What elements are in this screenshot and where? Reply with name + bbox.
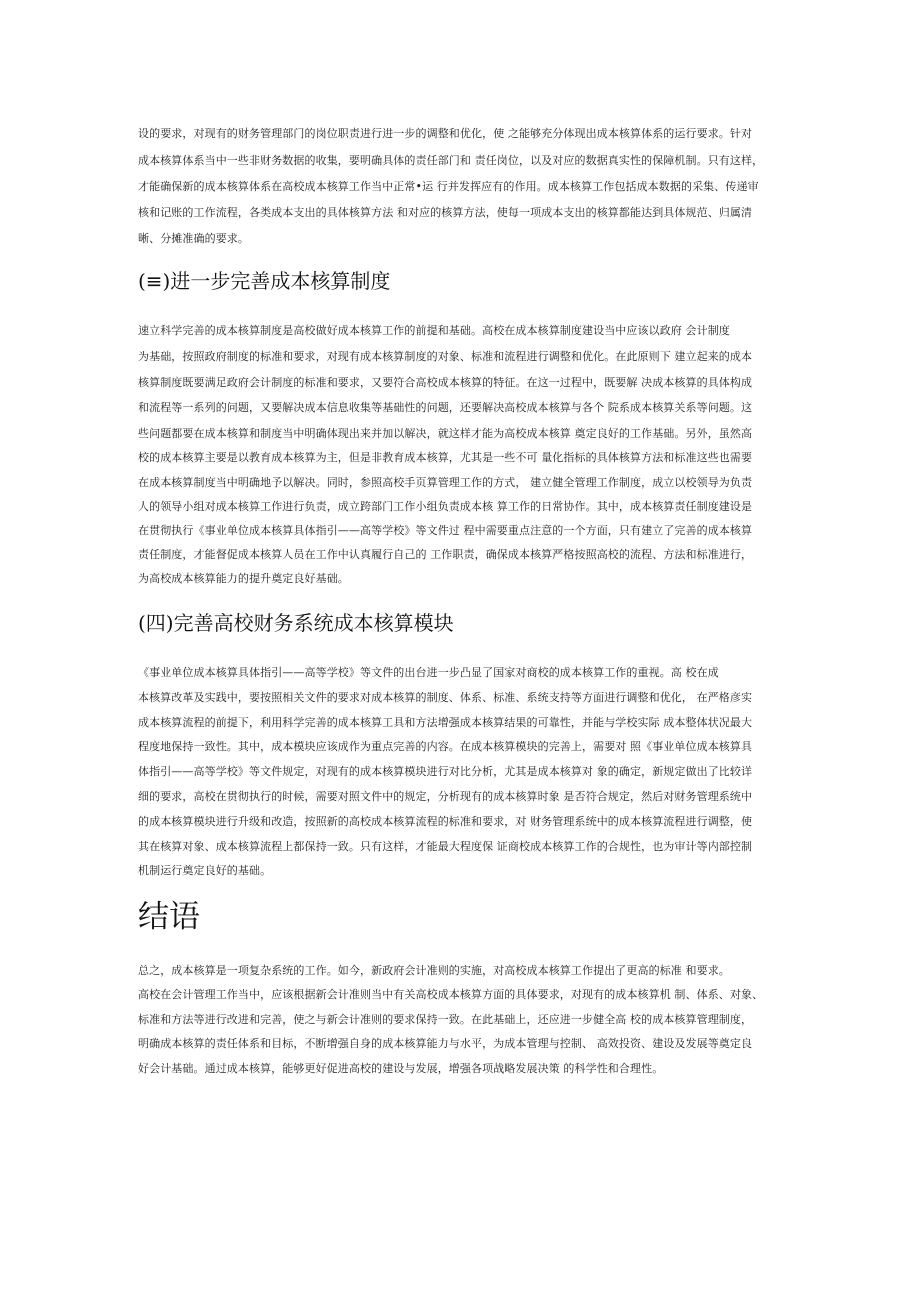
paragraph-line: 为基础，按照政府制度的标准和要求，对现有成本核算制度的对象、标准和流程进行调整和优化。在此原则下 建立起来的成本	[138, 350, 753, 363]
paragraph-line: 责任制度，才能督促成本核算人员在工作中认真履行自己的 工作职责，确保成本核算严格按照高校的流程、方法和标准进行，	[138, 548, 753, 561]
paragraph-line: 程度地保持一致性。其中，成本模块应该成作为重点完善的内容。在成本核算模块的完善上，需要对 照《事业单位成本核算具	[138, 740, 753, 753]
paragraph-line: 《事业单位成本核算具体指引——高等学校》等文件的出台进一步凸显了国家对商校的成本核算工作的重视。高 校在成	[138, 666, 719, 679]
paragraph-line: 人的领导小组对成本核算工作进行负责，成立跨部门工作小组负责成本核 算工作的日常协作。其中，成本核算责任制度建设是	[138, 500, 753, 513]
conclusion-heading: 结语	[138, 899, 200, 935]
paragraph-line: 明确成本核算的责任体系和目标，不断增强自身的成本核算能力与水平，为成本管理与控制、 高效投资、建设及发展等奠定良	[138, 1037, 753, 1050]
paragraph-line: 本核算改革及实践中，要按照相关文件的要求对成本核算的制度、体系、标准、系统支持等方面进行调整和优化， 在严格彦实	[138, 691, 753, 704]
paragraph-line: 设的要求，对现有的财务管理部门的岗位职责进行进一步的调整和优化，使 之能够充分体现出成本核算体系的运行要求。针对	[138, 127, 753, 140]
paragraph-line: 成本核算体系当中一些非财务数据的收集，要明确具体的责任部门和 责任岗位，以及对应的数据真实性的保障机制。只有这样，	[138, 154, 764, 167]
paragraph-line: 核算制度既要满足政府会计制度的标准和要求，又要符合高校成本核算的特征。在这一过程中，既要解 决成本核算的具体构成	[138, 376, 753, 389]
paragraph-line: 和流程等一系列的问题，又要解决成本信息收集等基础性的问题，还要解决高校成本核算与各个 院系成本核算关系等问题。这	[138, 401, 753, 414]
paragraph-line: 晰、分摊准确的要求。	[138, 232, 249, 245]
paragraph-line: 些问题都要在成本核算和制度当中明确体现出来并加以解决，就这样才能为高校成本核算 奠定良好的工作基础。另外，虽然高	[138, 427, 753, 440]
paragraph-line: 核和记账的工作流程，各类成本支出的具体核算方法 和对应的核算方法，使每一项成本支出的核算都能达到具体规范、归属清	[138, 206, 753, 219]
paragraph-line: 才能确保新的成本核算体系在高校成本核算工作当中正常•运 行并发挥应有的作用。成本核算工作包括成本数据的采集、传递审	[138, 180, 759, 193]
paragraph-line: 速立科学完善的成本核算制度是高校做好成本核算工作的前提和基础。高校在成本核算制度建设当中应该以政府 会计制度	[138, 324, 730, 337]
paragraph-line: 其在核算对象、成本核算流程上都保持一致。只有这样，才能最大程度保 证商校成本核算工作的合规性，也为审计等内部控制	[138, 840, 753, 853]
section-heading: (≡)进一步完善成本核算制度	[138, 269, 391, 293]
section-heading: (四)完善高校财务系统成本核算模块	[138, 611, 454, 635]
paragraph-line: 总之，成本核算是一项复杂系统的工作。如今，新政府会计准则的实施，对高校成本核算工作提出了更高的标准 和要求。	[138, 964, 730, 977]
paragraph-line: 校的成本核算主要是以教育成本核算为主，但是非教育成本核算，尤其是一些不可 量化指标的具体核算方法和标准这些也需要	[138, 451, 753, 464]
paragraph-line: 成本核算流程的前提下，利用科学完善的成本核算工具和方法增强成本核算结果的可靠性，并能与学校实际 成本整体状况最大	[138, 716, 753, 729]
paragraph-line: 细的要求，高校在贯彻执行的时候，需要对照文件中的规定，分析现有的成本核算时象 是否符合规定，然后对财务管理系统中	[138, 790, 753, 803]
paragraph-line: 标准和方法等进行改进和完善，使之与新会计准则的要求保持一致。在此基础上，还应进一步健全高 校的成本核算管理制度，	[138, 1013, 753, 1026]
paragraph-line: 在成本核算制度当中明确地予以解决。同时，参照高校手页算管理工作的方式， 建立健全管理工作制度，成立以校领导为负责	[138, 476, 753, 489]
paragraph-line: 的成本核算模块进行升级和改造，按照新的高校成本核算流程的标准和要求，对 财务管理系统中的成本核算流程进行调整，使	[138, 815, 753, 828]
paragraph-line: 体指引——高等学校》等文件规定，对现有的成本核算模块进行对比分析，尤其是成本核算对 象的确定，新规定做出了比较详	[138, 765, 753, 778]
paragraph-line: 好会计基础。通过成本核算，能够更好促进高校的建设与发展，增强各项战略发展决策 的科学性和合理性。	[138, 1062, 664, 1075]
paragraph-line: 机制运行奠定良好的基础。	[138, 864, 272, 877]
paragraph-line: 高校在会计管理工作当中，应该根据新会计准则当中有关高校成本核算方面的具体要求，对现有的成本核算机 制、体系、对象、	[138, 988, 764, 1001]
paragraph-line: 在贯彻执行《事业单位成本核算具体指引——高等学校》等文件过 程中需要重点注意的一个方面，只有建立了完善的成本核算	[138, 524, 753, 537]
paragraph-line: 为高校成本核算能力的提升奠定良好基础。	[138, 572, 349, 585]
